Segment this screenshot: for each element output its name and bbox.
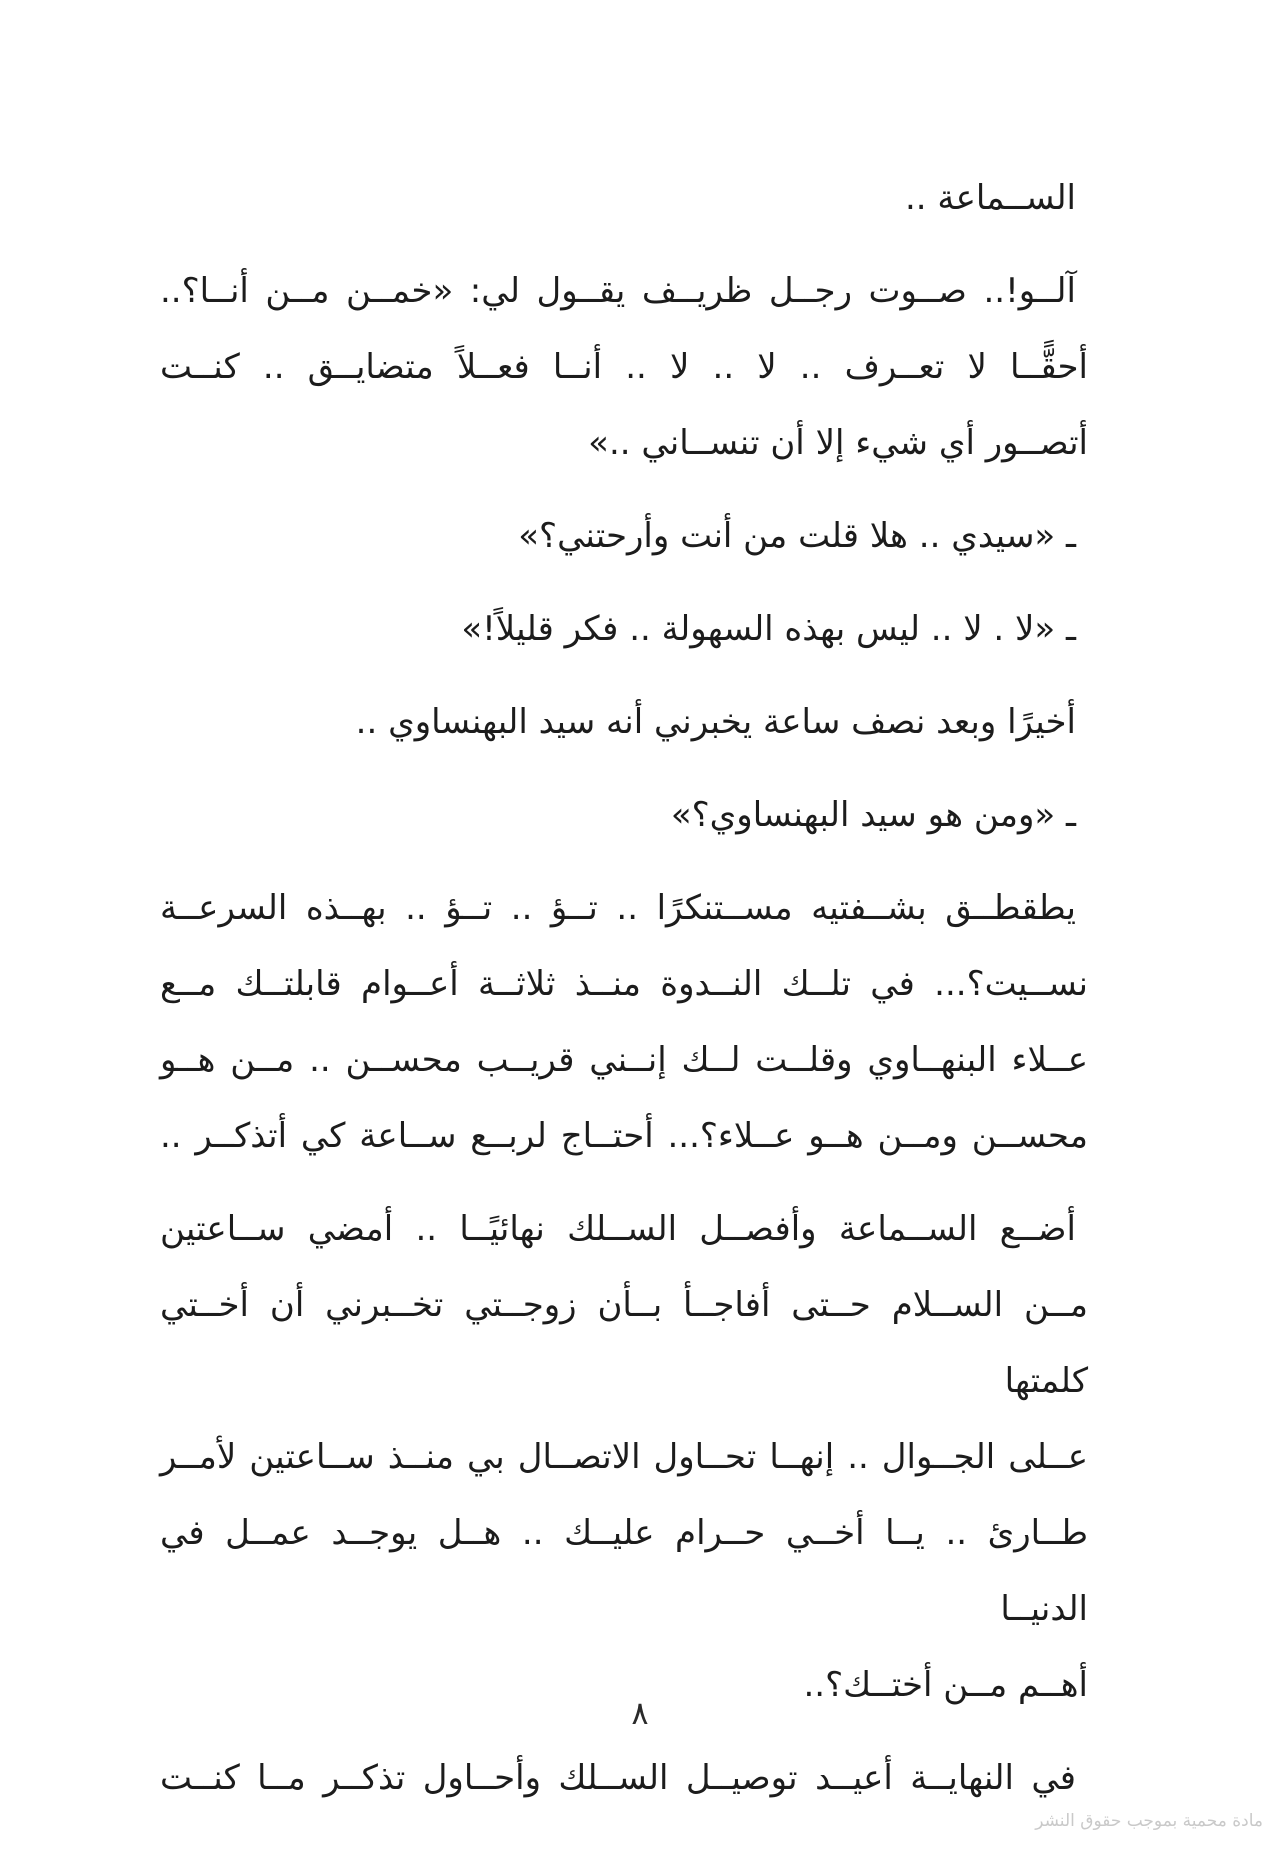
text-line: ـ «سيدي .. هلا قلت من أنت وأرحتني؟» <box>518 516 1076 556</box>
paragraph <box>160 591 1088 667</box>
paragraph <box>160 1191 1088 1723</box>
text-line: أضــع الســماعة وأفصــل الســلك نهائيًــا .. أمضي ســاعتين <box>160 1209 1076 1249</box>
text-line: أهــم مــن أختــك؟.. <box>803 1665 1088 1705</box>
text-line: مــن الســلام حــتى أفاجــأ بــأن زوجــتي تخــبرني أن أخــتي كلمتها <box>160 1285 1088 1401</box>
text-line: عــلى الجــوال .. إنهــا تحــاول الاتصــال بي منــذ ســاعتين لأمــر <box>160 1437 1088 1477</box>
paragraph <box>160 684 1088 760</box>
text-line: في النهايــة أعيــد توصيــل الســلك وأحــاول تذكــر مــا كنــت <box>160 1758 1076 1798</box>
text-line: أخيرًا وبعد نصف ساعة يخبرني أنه سيد البهنساوي .. <box>355 702 1076 742</box>
paragraph <box>160 160 1088 236</box>
text-line: ـ «ومن هو سيد البهنساوي؟» <box>670 795 1076 835</box>
text-line: محســن ومــن هــو عــلاء؟... أحتــاج لربــع ســاعة كي أتذكــر .. <box>160 1116 1088 1156</box>
paragraph <box>160 870 1088 1174</box>
text-line: الســماعة .. <box>904 178 1076 218</box>
text-line: ـ «لا . لا .. ليس بهذه السهولة .. فكر قليلاً!» <box>461 609 1076 649</box>
paragraph <box>160 498 1088 574</box>
copyright-watermark: مادة محمية بموجب حقوق النشر <box>1035 1811 1263 1831</box>
text-line: نســيت؟... في تلــك النــدوة منــذ ثلاثــة أعــوام قابلتــك مــع <box>160 964 1088 1004</box>
paragraph <box>160 253 1088 481</box>
text-line: عــلاء البنهــاوي وقلــت لــك إنــني قريــب محســن .. مــن هــو <box>160 1040 1088 1080</box>
page-number: ٨ <box>631 1694 649 1732</box>
text-line: يطقطــق بشــفتيه مســتنكرًا .. تــؤ .. تــؤ .. بهــذه السرعــة <box>160 888 1076 928</box>
text-line: آلــو!.. صــوت رجــل ظريــف يقــول لي: «خمــن مــن أنــا؟.. <box>160 271 1076 311</box>
paragraph <box>160 1740 1088 1816</box>
text-line: طــارئ .. يــا أخــي حــرام عليــك .. هــل يوجــد عمــل في الدنيــا <box>160 1513 1088 1629</box>
body-text <box>160 160 1088 1816</box>
text-line: أتصــور أي شيء إلا أن تنســاني ..» <box>588 423 1088 463</box>
text-line: أحقًّــا لا تعــرف .. لا .. لا .. أنــا فعــلاً متضايــق .. كنــت <box>160 347 1088 387</box>
paragraph <box>160 777 1088 853</box>
